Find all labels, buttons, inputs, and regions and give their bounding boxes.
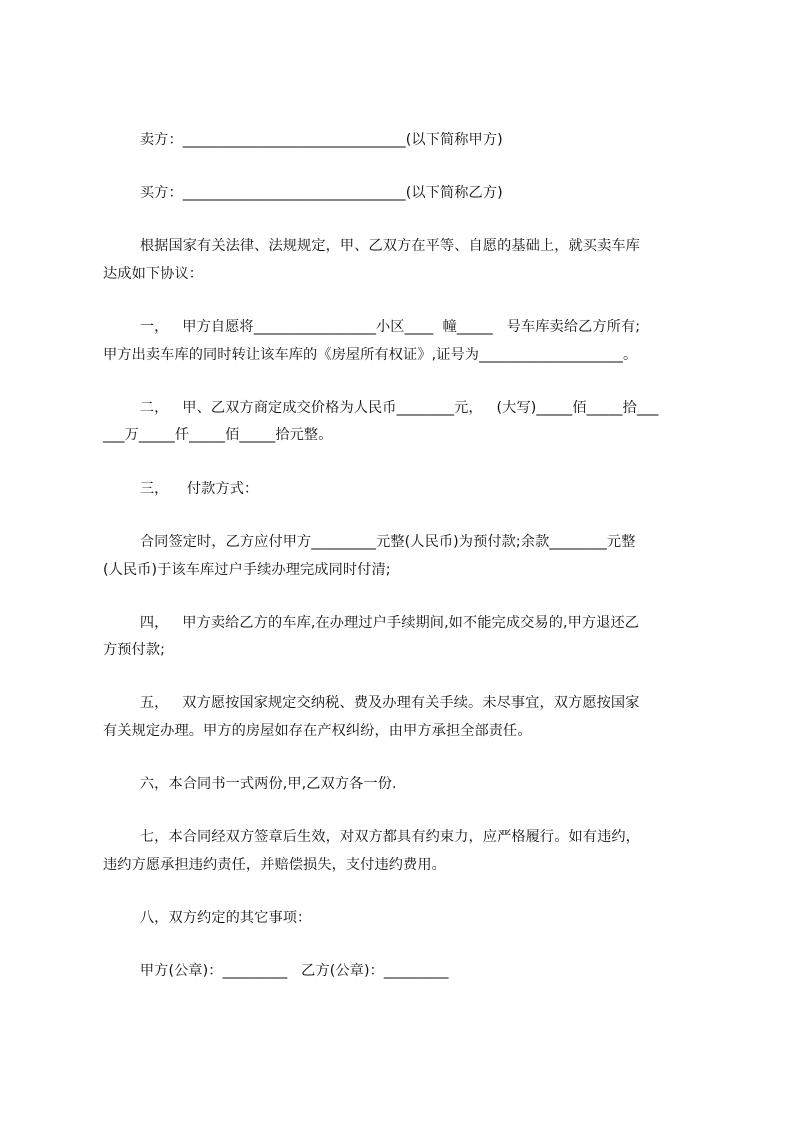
clause-6-line: 六，本合同书一式两份,甲,乙双方各一份.: [103, 776, 397, 792]
seller-line: 卖方：_______________________________(以下简称甲方): [103, 132, 503, 148]
payment-line-1: 合同签定时，乙方应付甲方_________元整(人民币)为预付款;余款________元整: [103, 534, 636, 550]
signature-line: 甲方(公章)：_________ 乙方(公章)：_________: [103, 963, 449, 979]
clause-7-line-2: 违约方愿承担违约责任，并赔偿损失，支付违约费用。: [103, 857, 446, 873]
payment-line-2: (人民币)于该车库过户手续办理完成同时付清;: [103, 562, 391, 578]
clause-4-line-1: 四， 甲方卖给乙方的车库,在办理过户手续期间,如不能完成交易的,甲方退还乙: [103, 615, 640, 631]
clause-1-line-2: 甲方出卖车库的同时转让该车库的《房屋所有权证》,证号为____________________。: [103, 347, 638, 363]
clause-8-line: 八，双方约定的其它事项：: [103, 910, 312, 926]
preamble-line-2: 达成如下协议：: [103, 266, 204, 282]
buyer-line: 买方：_______________________________(以下简称乙方): [103, 185, 503, 201]
clause-5-line-1: 五， 双方愿按国家规定交纳税、费及办理有关手续。未尽事宜，双方愿按国家: [103, 695, 640, 711]
clause-4-line-2: 方预付款;: [103, 642, 166, 658]
preamble-line-1: 根据国家有关法律、法规规定，甲、乙双方在平等、自愿的基础上，就买卖车库: [103, 238, 640, 254]
clause-3-heading: 三， 付款方式：: [103, 481, 259, 497]
clause-5-line-2: 有关规定办理。甲方的房屋如存在产权纠纷，由甲方承担全部责任。: [103, 723, 532, 739]
clause-7-line-1: 七，本合同经双方签章后生效，对双方都具有约束力，应严格履行。如有违约，: [103, 829, 640, 845]
clause-2-line-1: 二， 甲、乙双方商定成交价格为人民币________元， (大写)_____佰_____拾___: [103, 400, 659, 416]
clause-2-line-2: ___万_____仟_____佰_____拾元整。: [103, 427, 333, 443]
clause-1-line-1: 一， 甲方自愿将_________________小区____ 幢_____ 号车库卖给乙方所有;: [103, 319, 641, 335]
